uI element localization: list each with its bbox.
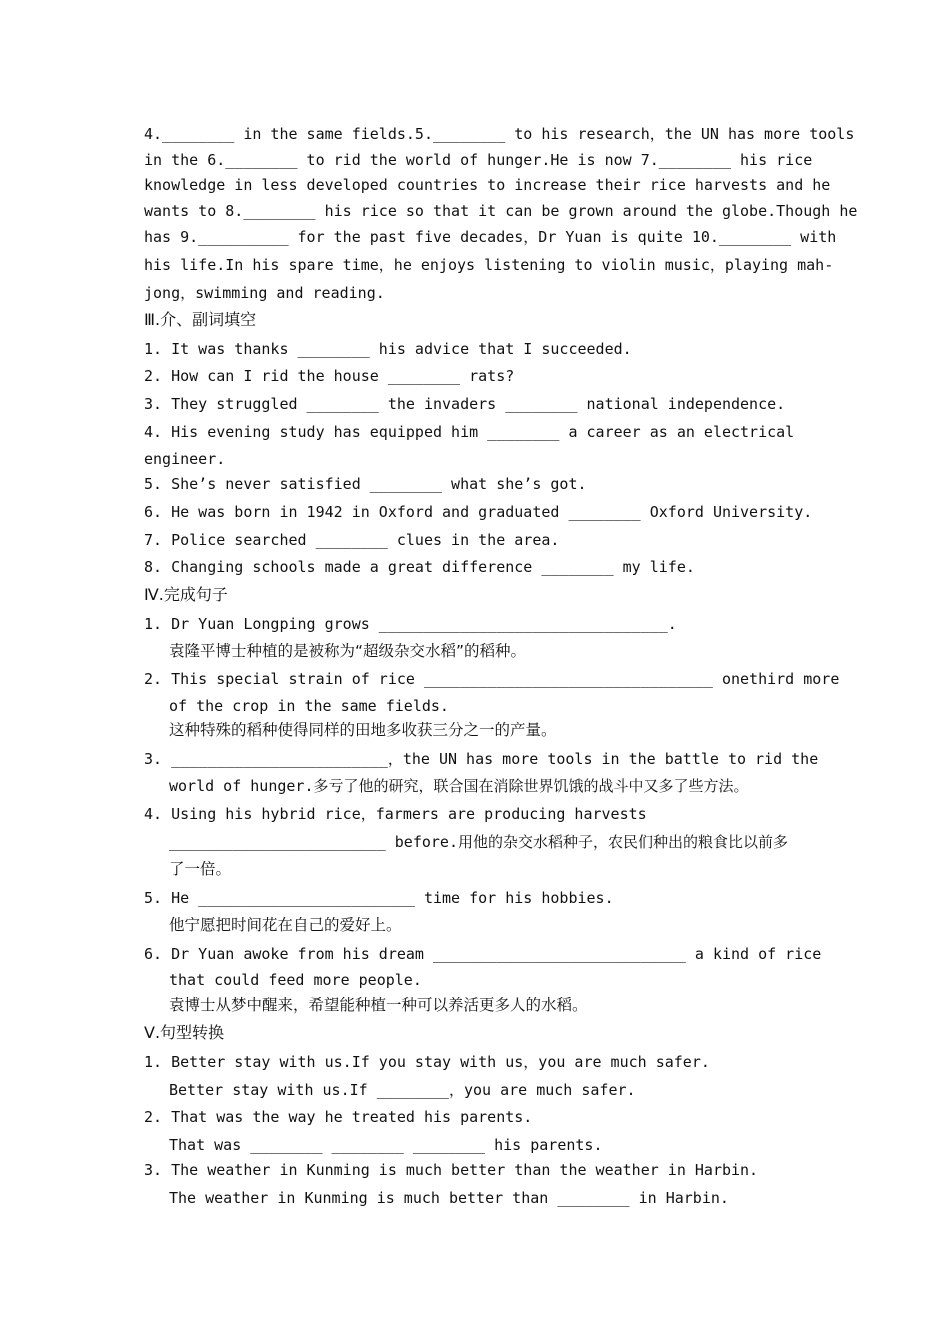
question-item: that could feed more people. — [169, 971, 422, 989]
passage-line: wants to 8.________ his rice so that it can be grown around the globe.Though he — [144, 202, 858, 220]
passage-line: jong，swimming and reading. — [144, 284, 385, 302]
question-item: of the crop in the same fields. — [169, 697, 449, 715]
passage-line: 4.________ in the same fields.5.________ to his research，the UN has more tools — [144, 125, 855, 143]
question-item: ________________________ before.用他的杂交水稻种子，农民们种出的粮食比以前多 — [169, 833, 788, 851]
question-item: Better stay with us.If ________，you are much safer. — [169, 1081, 636, 1099]
section-heading: Ⅲ.介、副词填空 — [144, 310, 257, 329]
question-item: 4. Using his hybrid rice，farmers are producing harvests — [144, 805, 647, 823]
question-item: 1. It was thanks ________ his advice that I succeeded. — [144, 340, 632, 358]
question-item: The weather in Kunming is much better than ________ in Harbin. — [169, 1189, 729, 1207]
question-item: 6. He was born in 1942 in Oxford and graduated ________ Oxford University. — [144, 503, 813, 521]
question-item: engineer. — [144, 450, 226, 468]
question-item: 2. This special strain of rice ________________________________ onethird more — [144, 670, 840, 688]
question-item: 1. Dr Yuan Longping grows ________________________________. — [144, 615, 677, 633]
question-item: 2. How can I rid the house ________ rats? — [144, 367, 515, 385]
question-item: 8. Changing schools made a great difference ________ my life. — [144, 558, 695, 576]
translation-text: 了一倍。 — [169, 860, 232, 878]
translation-text: 他宁愿把时间花在自己的爱好上。 — [169, 916, 402, 934]
passage-line: in the 6.________ to rid the world of hunger.He is now 7.________ his rice — [144, 151, 813, 169]
question-item: 3. They struggled ________ the invaders ________ national independence. — [144, 395, 786, 413]
question-item: 5. She’s never satisfied ________ what she’s got. — [144, 475, 587, 493]
question-item: 7. Police searched ________ clues in the area. — [144, 531, 560, 549]
question-item: 2. That was the way he treated his parents. — [144, 1108, 533, 1126]
question-item: world of hunger.多亏了他的研究，联合国在消除世界饥饿的战斗中又多了些方法。 — [169, 777, 749, 795]
translation-text: 这种特殊的稻种使得同样的田地多收获三分之一的产量。 — [169, 721, 557, 739]
question-item: 4. His evening study has equipped him ________ a career as an electrical — [144, 423, 795, 441]
question-item: 5. He ________________________ time for his hobbies. — [144, 889, 614, 907]
question-item: That was ________ ________ ________ his parents. — [169, 1136, 603, 1154]
translation-text: 袁隆平博士种植的是被称为“超级杂交水稻”的稻种。 — [169, 642, 527, 660]
translation-text: 袁博士从梦中醒来，希望能种植一种可以养活更多人的水稻。 — [169, 996, 588, 1014]
question-item: 3. ________________________，the UN has more tools in the battle to rid the — [144, 750, 819, 768]
question-item: 1. Better stay with us.If you stay with us，you are much safer. — [144, 1053, 710, 1071]
passage-line: knowledge in less developed countries to increase their rice harvests and he — [144, 176, 831, 194]
passage-line: has 9.__________ for the past five decades，Dr Yuan is quite 10.________ with — [144, 228, 837, 246]
question-item: 6. Dr Yuan awoke from his dream ____________________________ a kind of rice — [144, 945, 822, 963]
passage-line: his life.In his spare time，he enjoys listening to violin music，playing mah- — [144, 256, 834, 274]
question-item: 3. The weather in Kunming is much better than the weather in Harbin. — [144, 1161, 759, 1179]
section-heading: Ⅴ.句型转换 — [144, 1023, 225, 1042]
section-heading: Ⅳ.完成句子 — [144, 585, 228, 604]
